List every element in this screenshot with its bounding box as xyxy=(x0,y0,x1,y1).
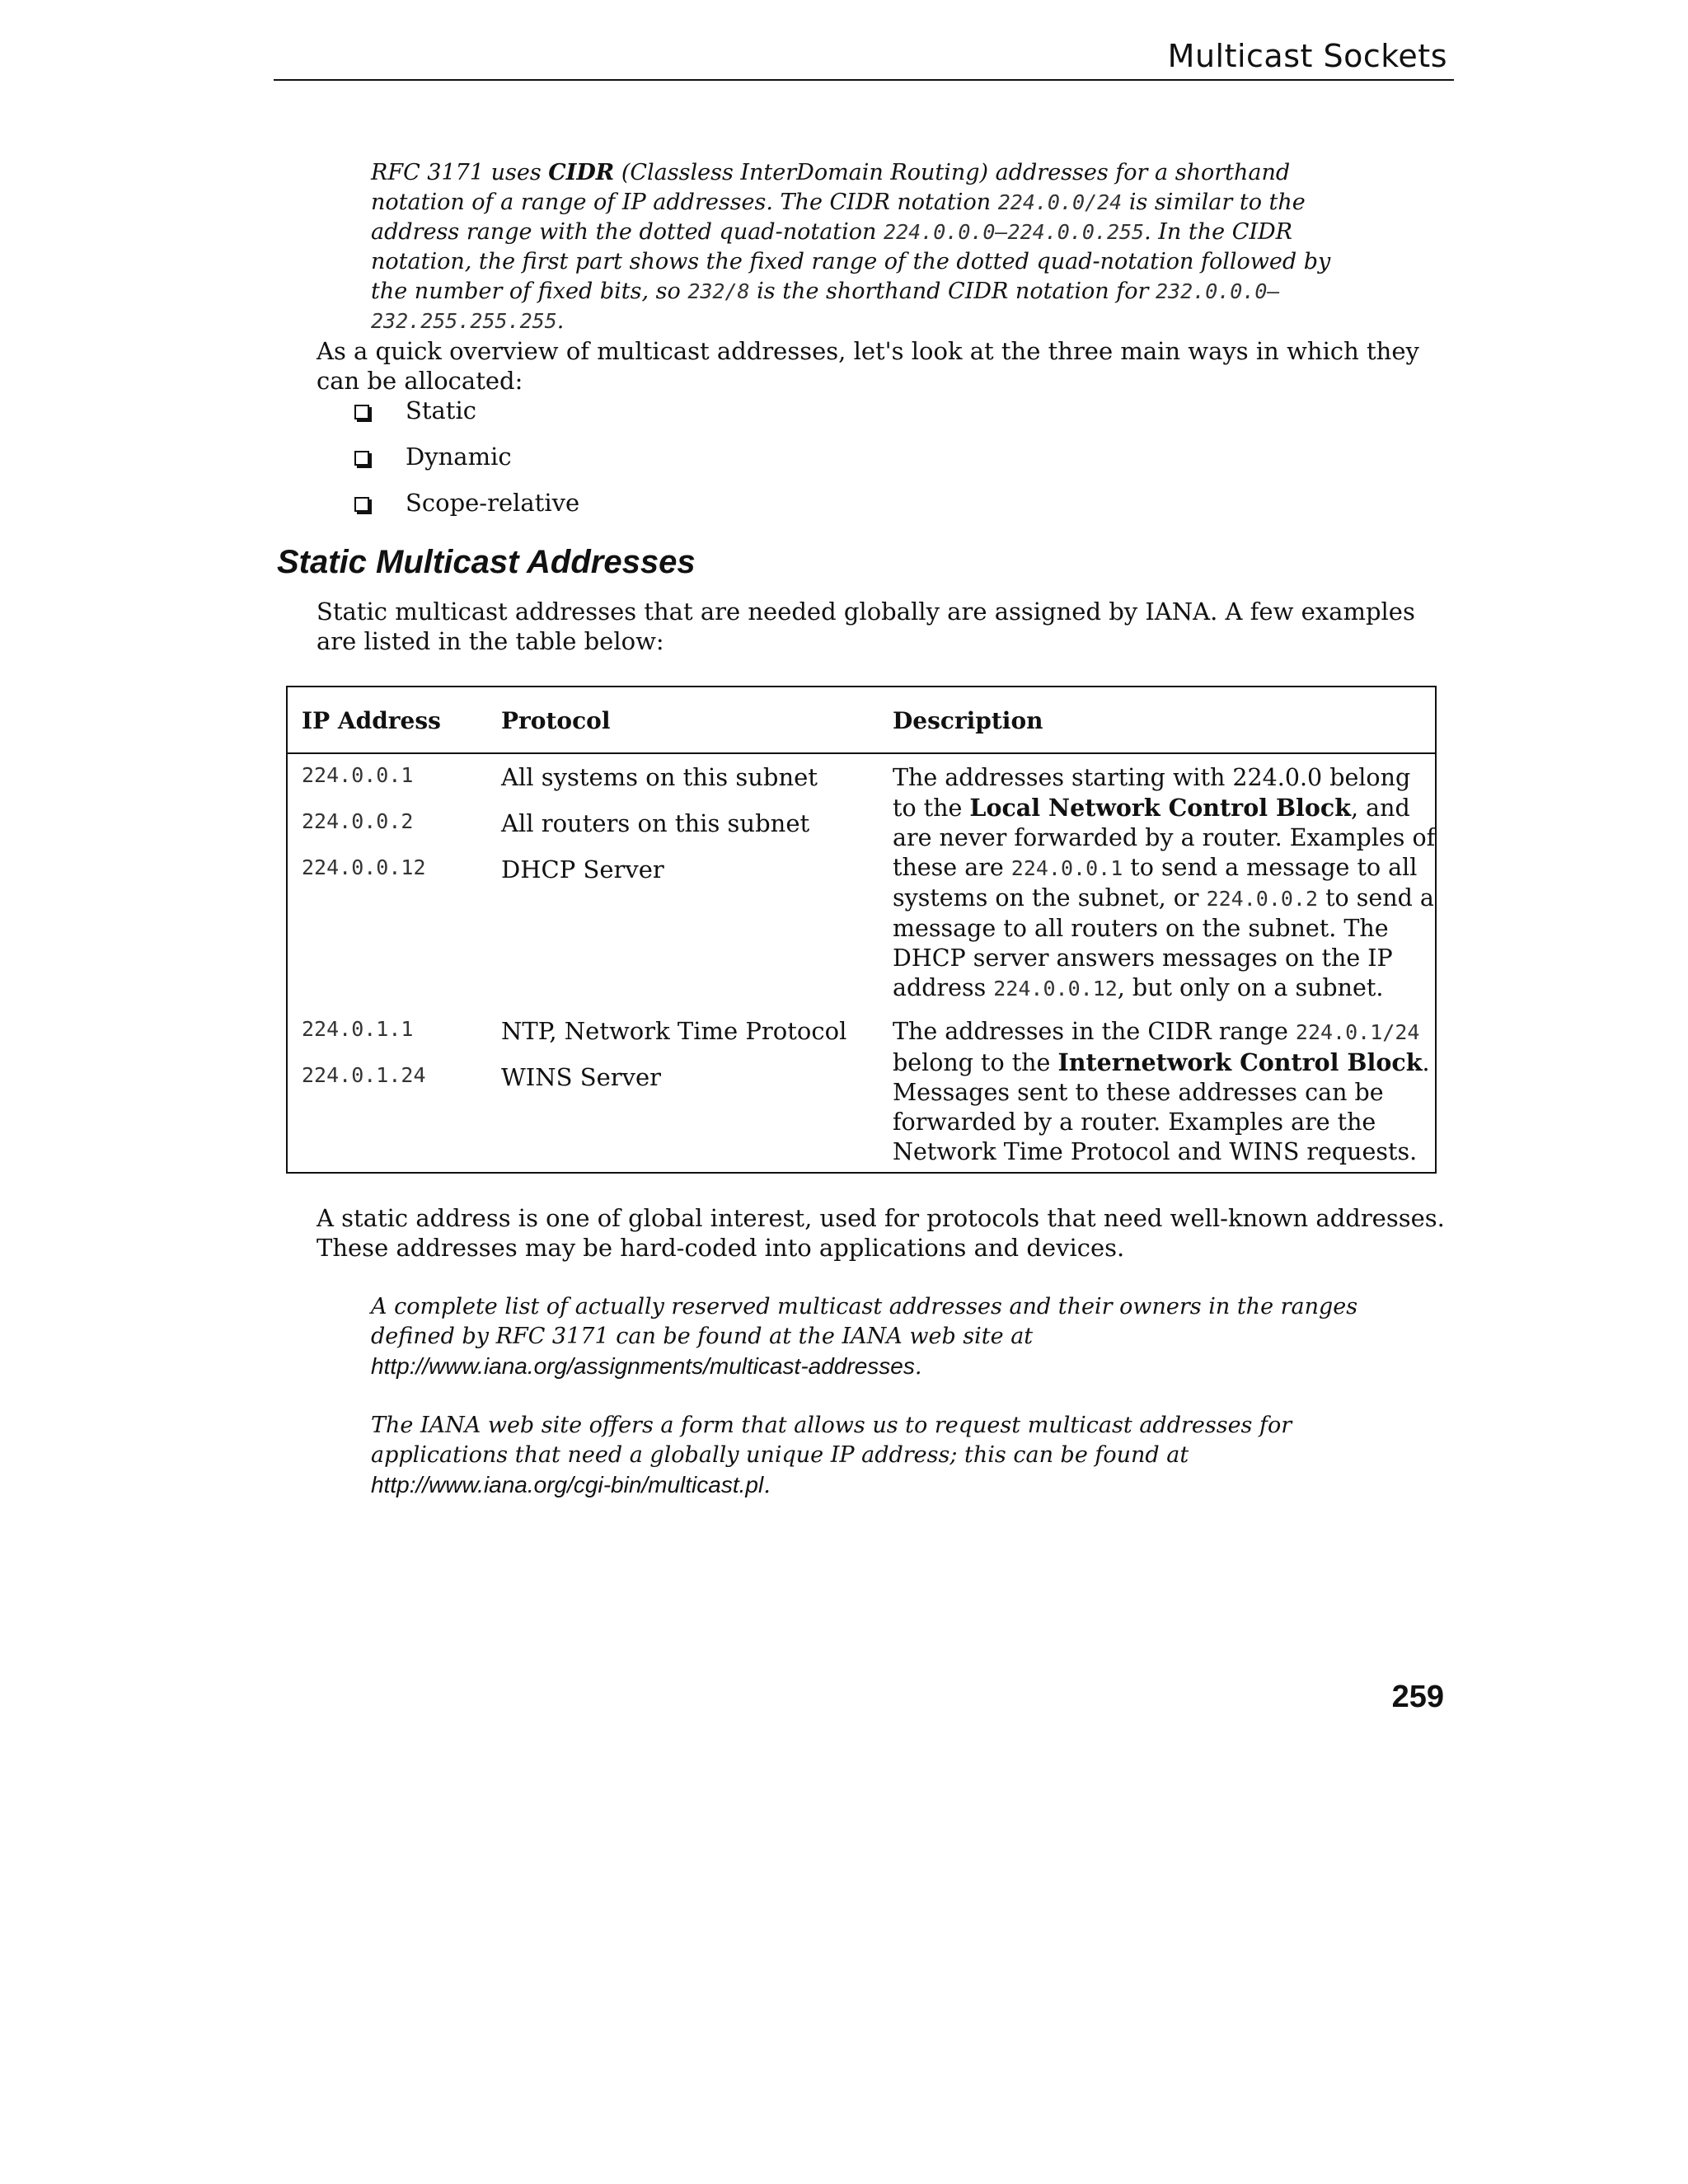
header-rule xyxy=(274,79,1454,81)
cell-ip-address: 224.0.0.12 xyxy=(302,855,426,879)
allocation-list xyxy=(354,387,579,526)
table-header-rule xyxy=(286,752,1437,754)
cell-ip-address: 224.0.0.2 xyxy=(302,809,414,833)
note-cidr-text: . xyxy=(556,308,565,334)
list-item xyxy=(354,387,579,434)
desc-text: . Messages sent to these addresses can be forwarded by a router. Examples are the Network Time Protocol and WINS requests. xyxy=(893,1049,1430,1165)
column-header-description: Description xyxy=(893,707,1043,734)
note-cidr-text: is the shorthand CIDR notation for xyxy=(749,279,1156,304)
note-cidr-text: (Classless InterDomain Routing) addresses for a shorthand notation of a range of IP addresses. The CIDR notation xyxy=(371,160,1291,215)
code-range-full: 232.0.0.0–232.255.255.255 xyxy=(371,279,1280,333)
desc-text: to send a message to all routers on the subnet. The DHCP server answers messages on the IP address xyxy=(893,884,1434,1001)
checkbox-bullet-icon xyxy=(354,451,369,466)
list-item xyxy=(354,434,579,480)
code-range-example: 224.0.0.0–224.0.0.255 xyxy=(884,220,1145,244)
page-number: 259 xyxy=(1391,1680,1444,1714)
note-request-form xyxy=(371,1411,1360,1501)
cell-protocol: All routers on this subnet xyxy=(501,809,810,837)
column-header-ip-address: IP Address xyxy=(302,707,441,734)
note-reserved-list xyxy=(371,1292,1360,1382)
section-intro: Static multicast addresses that are needed globally are assigned by IANA. A few examples are listed in the table below: xyxy=(316,598,1415,655)
desc-text: belong to the xyxy=(893,1049,1058,1076)
desc-text: , and are never forwarded by a router. Examples of these are xyxy=(893,794,1436,881)
code-cidr-example: 224.0.0/24 xyxy=(997,190,1123,214)
desc-code: 224.0.0.2 xyxy=(1206,887,1319,911)
note-text: The IANA web site offers a form that allows us to request multicast addresses for applications that need a globally unique IP address; this can be found at xyxy=(371,1413,1292,1468)
cell-description-internetwork-block xyxy=(893,1017,1437,1167)
cell-ip-address: 224.0.1.24 xyxy=(302,1063,426,1087)
desc-text: to send a message to all systems on the subnet, or xyxy=(893,854,1418,912)
note-text: A complete list of actually reserved multicast addresses and their owners in the ranges defined by RFC 3171 can be found at the IANA web site at xyxy=(371,1294,1358,1349)
desc-text: , but only on a subnet. xyxy=(1117,974,1384,1001)
note-cidr xyxy=(371,158,1360,336)
desc-code: 224.0.1/24 xyxy=(1295,1020,1420,1044)
desc-code: 224.0.0.12 xyxy=(993,977,1118,1001)
cell-protocol: WINS Server xyxy=(501,1063,662,1091)
note-cidr-text: is similar to the address range with the dotted quad-notation xyxy=(371,190,1306,245)
running-header-title: Multicast Sockets xyxy=(1167,38,1447,74)
cell-protocol: DHCP Server xyxy=(501,855,664,883)
checkbox-bullet-icon xyxy=(354,497,369,512)
iana-multicast-form-link[interactable]: http://www.iana.org/cgi-bin/multicast.pl xyxy=(371,1472,764,1497)
column-header-protocol: Protocol xyxy=(501,707,611,734)
note-cidr-text: . In the CIDR notation, the first part shows the fixed range of the dotted quad-notation followed by the number of fixed bits, so xyxy=(371,219,1331,304)
section-heading: Static Multicast Addresses xyxy=(277,544,696,580)
list-item xyxy=(354,480,579,526)
desc-text: The addresses starting with 224.0.0 belong to the xyxy=(893,764,1411,822)
checkbox-bullet-icon xyxy=(354,405,369,419)
code-cidr-short: 232/8 xyxy=(687,279,750,303)
cell-ip-address: 224.0.0.1 xyxy=(302,763,414,787)
desc-term: Internetwork Control Block xyxy=(1057,1048,1423,1076)
iana-assignments-link[interactable]: http://www.iana.org/assignments/multicast-addresses xyxy=(371,1353,915,1379)
cell-protocol: NTP, Network Time Protocol xyxy=(501,1017,847,1045)
desc-term: Local Network Control Block xyxy=(969,794,1351,822)
cell-ip-address: 224.0.1.1 xyxy=(302,1017,414,1041)
intro-paragraph: As a quick overview of multicast addresses, let's look at the three main ways in which they can be allocated: xyxy=(316,337,1419,395)
note-text: . xyxy=(914,1354,922,1380)
note-text: . xyxy=(763,1473,771,1498)
static-address-paragraph: A static address is one of global interest, used for protocols that need well-known addresses. These addresses may be hard-coded into applications and devices. xyxy=(316,1204,1445,1262)
cell-protocol: All systems on this subnet xyxy=(501,763,818,791)
desc-text: The addresses in the CIDR range xyxy=(893,1018,1296,1045)
note-cidr-term: CIDR xyxy=(548,160,615,185)
list-item-label: Dynamic xyxy=(406,443,512,471)
note-cidr-lead: RFC 3171 uses xyxy=(371,160,549,185)
list-item-label: Scope-relative xyxy=(406,489,580,517)
desc-code: 224.0.0.1 xyxy=(1010,856,1123,880)
list-item-label: Static xyxy=(406,396,476,424)
cell-description-local-block xyxy=(893,763,1437,1004)
